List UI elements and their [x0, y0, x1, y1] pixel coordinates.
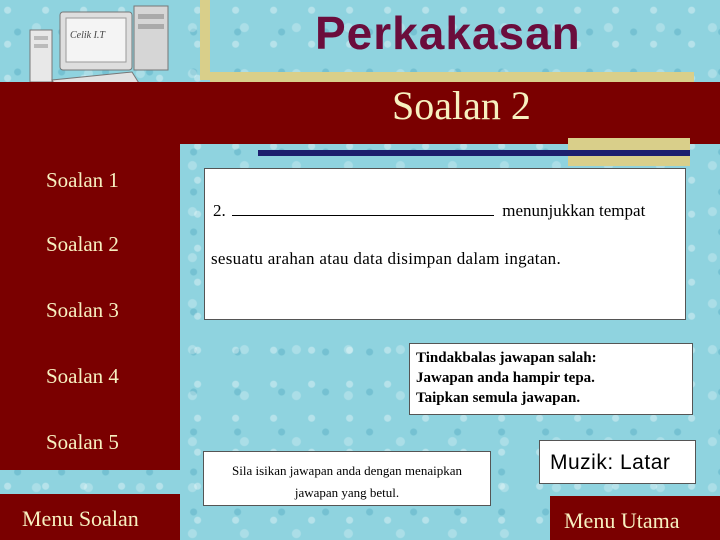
sidebar-item-soalan-5[interactable]: Soalan 5: [46, 430, 119, 454]
menu-soalan-button[interactable]: [0, 494, 180, 540]
question-line-1: [213, 201, 645, 221]
header-banner: [0, 82, 720, 144]
question-number: 2.: [213, 201, 226, 220]
hint-box: [203, 451, 491, 506]
question-box: [204, 168, 686, 320]
music-button[interactable]: [539, 440, 696, 484]
feedback-line-2: Jawapan anda hampir tepa.: [416, 370, 595, 386]
decorative-line: [258, 150, 690, 156]
sidebar: [0, 144, 180, 470]
main-menu-button[interactable]: [550, 496, 720, 540]
hint-line-1: Sila isikan jawapan anda dengan menaipkan: [232, 463, 462, 478]
decorative-bar: [200, 0, 210, 80]
menu-soalan-label: Menu Soalan: [22, 506, 139, 531]
music-label: Muzik: Latar: [550, 451, 671, 474]
question-line-2: sesuatu arahan atau data disimpan dalam ingatan.: [211, 249, 562, 268]
question-title: Soalan 2: [392, 83, 531, 128]
question-suffix: menunjukkan tempat: [502, 201, 646, 220]
page-title: Perkakasan: [315, 7, 581, 59]
feedback-line-1: Tindakbalas jawapan salah:: [416, 350, 597, 366]
logo-text: Celik I.T: [70, 30, 105, 41]
main-menu-label: Menu Utama: [564, 508, 680, 533]
hint-line-2: jawapan yang betul.: [294, 485, 400, 500]
feedback-line-3: Taipkan semula jawapan.: [416, 390, 581, 406]
sidebar-item-soalan-3[interactable]: Soalan 3: [46, 298, 119, 322]
feedback-box: [409, 343, 693, 415]
answer-blank[interactable]: [232, 201, 494, 216]
sidebar-item-soalan-2[interactable]: Soalan 2: [46, 232, 119, 256]
sidebar-item-soalan-1[interactable]: Soalan 1: [46, 168, 119, 192]
sidebar-item-soalan-4[interactable]: Soalan 4: [46, 364, 119, 388]
